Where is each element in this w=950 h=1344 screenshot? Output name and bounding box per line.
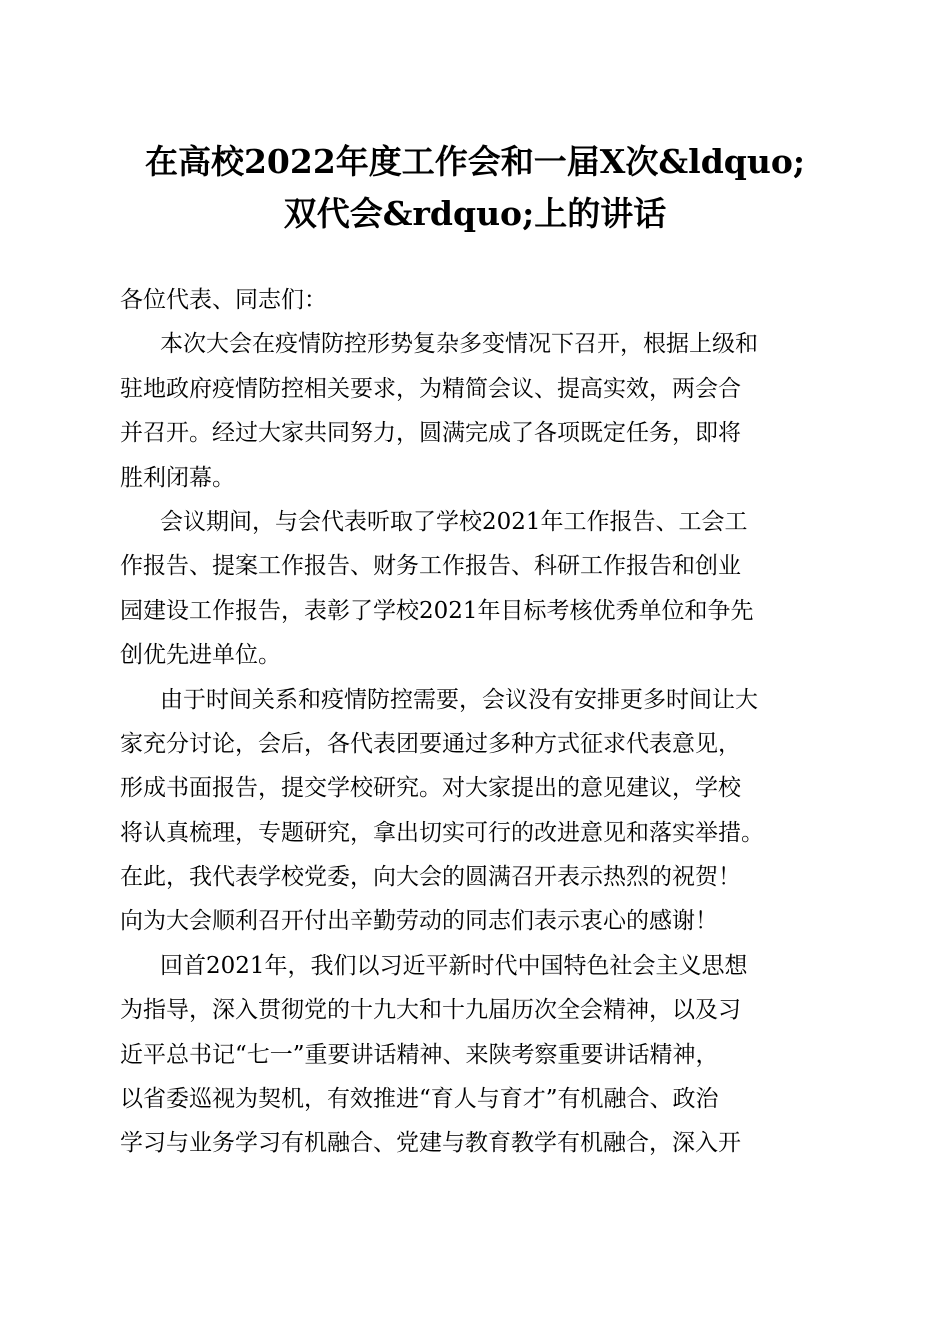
document-body (120, 278, 832, 1166)
paragraph-line: 形成书面报告，提交学校研究。对大家提出的意见建议，学校 (120, 775, 741, 802)
document-title (0, 136, 950, 240)
paragraph-line: 学习与业务学习有机融合、党建与教育教学有机融合，深入开 (120, 1130, 741, 1157)
paragraph-line: 由于时间关系和疫情防控需要，会议没有安排更多时间让大 (160, 686, 758, 713)
paragraph-line: 以省委巡视为契机，有效推进“育人与育才”有机融合、政治 (120, 1086, 719, 1113)
paragraph-line: 创优先进单位。 (120, 642, 281, 669)
paragraph-line: 作报告、提案工作报告、财务工作报告、科研工作报告和创业 (120, 553, 741, 580)
paragraph-line: 本次大会在疫情防控形势复杂多变情况下召开，根据上级和 (160, 331, 758, 358)
paragraph-line: 会议期间，与会代表听取了学校2021年工作报告、工会工 (160, 508, 748, 535)
paragraph-line: 近平总书记“七一”重要讲话精神、来陕考察重要讲话精神， (120, 1041, 719, 1068)
title-line-1: 在高校2022年度工作会和一届X次&ldquo; (144, 142, 806, 181)
paragraph-line: 驻地政府疫情防控相关要求，为精简会议、提高实效，两会合 (120, 375, 741, 402)
paragraph-line: 为指导，深入贯彻党的十九大和十九届历次全会精神，以及习 (120, 997, 741, 1024)
paragraph-line: 向为大会顺利召开付出辛勤劳动的同志们表示衷心的感谢！ (120, 908, 718, 935)
salutation-line: 各位代表、同志们： (120, 287, 327, 313)
paragraph-line: 回首2021年，我们以习近平新时代中国特色社会主义思想 (160, 952, 748, 979)
paragraph-line: 园建设工作报告，表彰了学校2021年目标考核优秀单位和争先 (120, 597, 754, 624)
paragraph-line: 并召开。经过大家共同努力，圆满完成了各项既定任务，即将 (120, 420, 741, 447)
paragraph-line: 家充分讨论，会后，各代表团要通过多种方式征求代表意见， (120, 730, 741, 757)
paragraph-line: 胜利闭幕。 (120, 464, 235, 491)
paragraph-line: 将认真梳理，专题研究，拿出切实可行的改进意见和落实举措。 (120, 819, 764, 846)
paragraph-line: 在此，我代表学校党委，向大会的圆满召开表示热烈的祝贺！ (120, 864, 741, 891)
title-line-2: 双代会&rdquo;上的讲话 (283, 194, 667, 233)
